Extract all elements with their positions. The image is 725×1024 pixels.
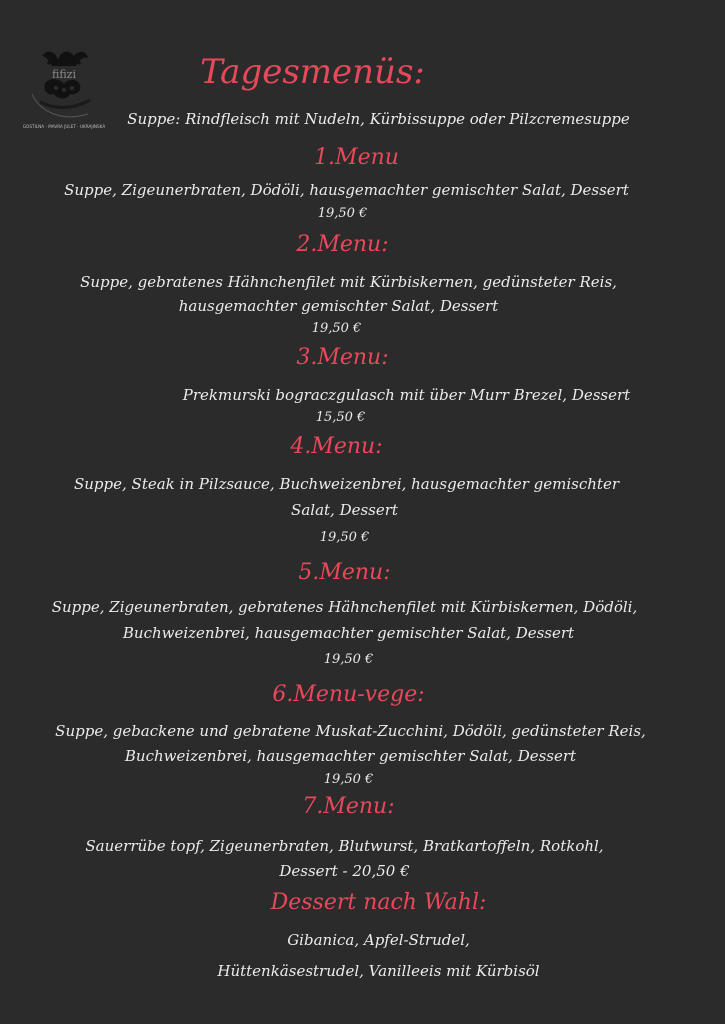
menu-heading-6: 6.Menu-vege:: [272, 682, 425, 707]
menu-price-6: 19,50 €: [323, 772, 374, 787]
menu-price-2: 19,50 €: [311, 321, 362, 336]
menu-price-3: 15,50 €: [315, 410, 366, 425]
menu-heading-1: 1.Menu: [314, 145, 399, 170]
logo-label: fifizi: [52, 68, 76, 81]
page-title: Tagesmenüs:: [200, 52, 425, 92]
menu-price-1: 19,50 €: [317, 206, 368, 221]
dessert-heading: Dessert nach Wahl:: [270, 890, 487, 915]
menu-heading-2: 2.Menu:: [296, 232, 389, 257]
dessert-line-2: Hüttenkäsestrudel, Vanilleeis mit Kürbisöl: [217, 962, 540, 980]
soup-options: Suppe: Rindfleisch mit Nudeln, Kürbissuppe oder Pilzcremesuppe: [127, 110, 630, 128]
menu-line-5-2: Buchweizenbrei, hausgemachter gemischter Salat, Dessert: [122, 624, 575, 642]
menu-line-7-1: Sauerrübe topf, Zigeunerbraten, Blutwurst, Bratkartoffeln, Rotkohl,: [85, 837, 604, 855]
menu-line-4-2: Salat, Dessert: [291, 501, 398, 519]
menu-line-3-1: Prekmurski bograczgulasch mit über Murr Brezel, Dessert: [182, 386, 631, 404]
dessert-line-1: Gibanica, Apfel-Strudel,: [287, 931, 470, 949]
menu-price-5: 19,50 €: [323, 652, 374, 667]
menu-line-4-1: Suppe, Steak in Pilzsauce, Buchweizenbrei, hausgemachter gemischter: [74, 475, 619, 493]
menu-line-2-2: hausgemachter gemischter Salat, Dessert: [178, 297, 499, 315]
menu-line-6-2: Buchweizenbrei, hausgemachter gemischter Salat, Dessert: [124, 747, 577, 765]
menu-line-5-1: Suppe, Zigeunerbraten, gebratenes Hähnchenfilet mit Kürbiskernen, Dödöli,: [51, 598, 638, 616]
menu-line-1-1: Suppe, Zigeunerbraten, Dödöli, hausgemachter gemischter Salat, Dessert: [64, 181, 629, 199]
menu-heading-5: 5.Menu:: [298, 560, 391, 585]
logo-ring-text: GOSTILNA · MAVRA JULET · UKRAJINSKA: [22, 124, 106, 129]
menu-line-7-2: Dessert - 20,50 €: [279, 862, 410, 880]
menu-line-2-1: Suppe, gebratenes Hähnchenfilet mit Kürbiskernen, gedünsteter Reis,: [80, 273, 617, 291]
menu-price-4: 19,50 €: [319, 530, 370, 545]
menu-heading-4: 4.Menu:: [290, 434, 383, 459]
menu-heading-7: 7.Menu:: [302, 794, 395, 819]
menu-heading-3: 3.Menu:: [296, 345, 389, 370]
menu-line-6-1: Suppe, gebackene und gebratene Muskat-Zucchini, Dödöli, gedünsteter Reis,: [55, 722, 646, 740]
